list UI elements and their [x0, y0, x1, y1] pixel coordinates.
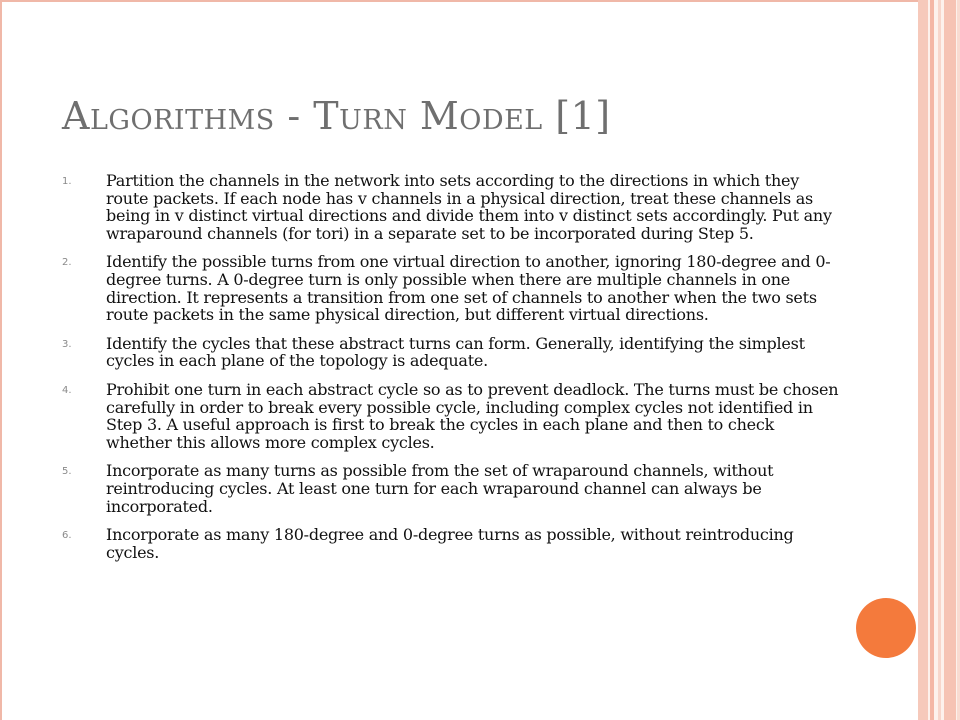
slide-title: Algorithms - Turn Model [1] — [62, 94, 611, 138]
list-item — [62, 253, 842, 323]
stripe — [938, 0, 941, 720]
item-number: 6. — [62, 530, 72, 542]
decorative-stripes — [918, 0, 960, 720]
item-number: 4. — [62, 384, 72, 396]
item-number: 2. — [62, 257, 72, 269]
steps-list — [62, 172, 842, 572]
item-text: Partition the channels in the network into sets according to the directions in which they route packets. If each node has v channels in a physical direction, treat these channels as being in v distinct virtual directions and divide them into v distinct sets accordingly. Put any wraparound channels (for tori) in a separate set to be incorporated during Step 5. — [106, 171, 832, 243]
item-text: Prohibit one turn in each abstract cycle so as to prevent deadlock. The turns must be chosen carefully in order to break every possible cycle, including complex cycles not identified in Step 3. A useful approach is first to break the cycles in each plane and then to check whether this allows more complex cycles. — [106, 379, 839, 452]
stripe — [944, 0, 956, 720]
stripe — [930, 0, 934, 720]
item-number: 5. — [62, 466, 72, 478]
stripe — [918, 0, 928, 720]
item-number: 3. — [62, 338, 72, 350]
item-text: Incorporate as many turns as possible from the set of wraparound channels, without reintroducing cycles. At least one turn for each wraparound channel can always be incorporated. — [106, 461, 774, 516]
item-text: Identify the possible turns from one virtual direction to another, ignoring 180-degree and 0-degree turns. A 0-degree turn is only possible when there are multiple channels in one direction. It represents a transition from one set of channels to another when the two sets route packets in the same physical direction, but different virtual directions. — [106, 252, 831, 325]
list-item — [62, 172, 842, 242]
item-number: 1. — [62, 176, 72, 187]
orange-circle-decoration — [856, 598, 916, 658]
item-text: Incorporate as many 180-degree and 0-degree turns as possible, without reintroducing cycles. — [106, 525, 794, 562]
list-item — [62, 526, 842, 561]
list-item — [62, 462, 842, 515]
list-item — [62, 381, 842, 451]
item-text: Identify the cycles that these abstract turns can form. Generally, identifying the simplest cycles in each plane of the topology is adequate. — [106, 333, 805, 371]
list-item — [62, 335, 842, 370]
